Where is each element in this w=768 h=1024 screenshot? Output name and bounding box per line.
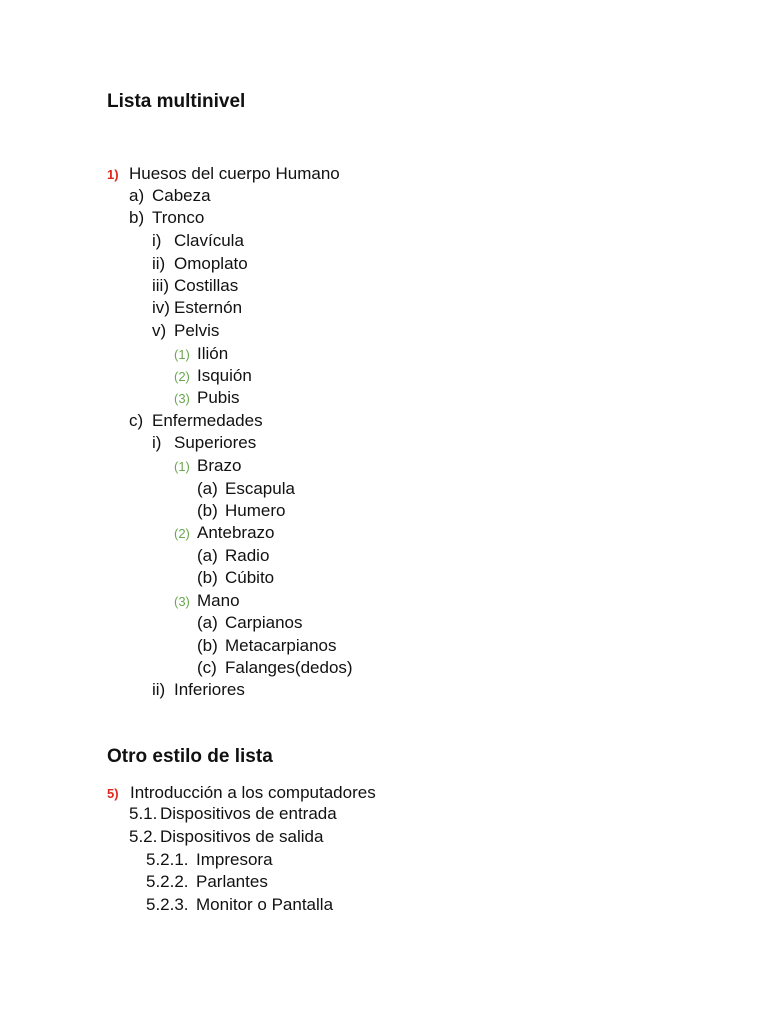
list-item-label: Falanges(dedos) [225, 658, 353, 677]
list-item-label: Escapula [225, 479, 295, 498]
section-title-otro-estilo: Otro estilo de lista [107, 746, 273, 767]
list-marker: (1) [174, 347, 190, 362]
list-marker: v) [152, 321, 167, 340]
list-item-label: Parlantes [196, 872, 268, 891]
list-item [174, 365, 252, 387]
list-item [152, 297, 242, 319]
list-item [146, 871, 268, 893]
list-item [152, 320, 219, 342]
list-item-label: Antebrazo [197, 523, 275, 542]
list-item [146, 849, 273, 871]
list-marker: (2) [174, 369, 190, 384]
list-item [174, 387, 240, 409]
list-item-label: Introducción a los computadores [130, 783, 376, 802]
list-item-label: Humero [225, 501, 286, 520]
list-item [197, 545, 269, 567]
list-item [174, 343, 228, 365]
list-marker: (b) [197, 568, 218, 587]
list-item [152, 275, 238, 297]
list-item [174, 522, 275, 544]
list-item-label: Pelvis [174, 321, 220, 340]
list-item-label: Ilión [197, 344, 229, 363]
list-item [152, 253, 248, 275]
list-item-label: Esternón [174, 298, 243, 317]
list-item [174, 455, 241, 477]
list-item [107, 782, 376, 804]
list-item-label: Impresora [196, 850, 273, 869]
list-marker: 5.1. [129, 804, 158, 823]
list-item-label: Pubis [197, 388, 240, 407]
list-marker: c) [129, 411, 144, 430]
list-marker: a) [129, 186, 145, 205]
list-marker: (b) [197, 636, 218, 655]
list-item [107, 163, 340, 185]
list-item-label: Huesos del cuerpo Humano [129, 164, 340, 183]
list-marker: 5.2.2. [146, 872, 189, 891]
list-item-label: Dispositivos de salida [160, 827, 324, 846]
list-item [129, 410, 263, 432]
list-item-label: Cúbito [225, 568, 275, 587]
list-marker: (a) [197, 613, 218, 632]
list-marker: (2) [174, 526, 190, 541]
list-item-label: Carpianos [225, 613, 303, 632]
list-item [174, 590, 240, 612]
list-item [129, 207, 204, 229]
list-marker: (3) [174, 594, 190, 609]
list-marker: (a) [197, 546, 218, 565]
list-marker: (c) [197, 658, 217, 677]
list-item [197, 478, 295, 500]
list-item [152, 432, 256, 454]
list-marker: iii) [152, 276, 169, 295]
list-marker: iv) [152, 298, 170, 317]
list-item-label: Isquión [197, 366, 252, 385]
list-marker: i) [152, 231, 162, 250]
list-item-label: Superiores [174, 433, 257, 452]
section-title-lista-multinivel: Lista multinivel [107, 91, 246, 112]
list-marker: 1) [107, 167, 119, 182]
list-item-label: Metacarpianos [225, 636, 337, 655]
list-item-label: Costillas [174, 276, 239, 295]
list-item [197, 500, 285, 522]
list-item-label: Inferiores [174, 680, 245, 699]
list-marker: i) [152, 433, 162, 452]
list-marker: ii) [152, 680, 166, 699]
list-item [129, 826, 323, 848]
list-item-label: Cabeza [152, 186, 211, 205]
list-item [129, 185, 211, 207]
list-item-label: Enfermedades [152, 411, 263, 430]
list-item [152, 230, 244, 252]
list-item-label: Radio [225, 546, 270, 565]
list-item [129, 803, 337, 825]
list-item [146, 894, 333, 916]
list-item-label: Mano [197, 591, 240, 610]
list-item-label: Dispositivos de entrada [160, 804, 337, 823]
list-item-label: Monitor o Pantalla [196, 895, 334, 914]
list-item [197, 657, 353, 679]
list-marker: 5.2.3. [146, 895, 189, 914]
list-marker: 5.2. [129, 827, 158, 846]
list-marker: (b) [197, 501, 218, 520]
list-item [197, 567, 274, 589]
list-item [197, 635, 337, 657]
list-marker: 5.2.1. [146, 850, 189, 869]
list-marker: b) [129, 208, 145, 227]
list-item [152, 679, 245, 701]
list-item [197, 612, 303, 634]
list-marker: ii) [152, 254, 166, 273]
list-marker: (a) [197, 479, 218, 498]
list-item-label: Brazo [197, 456, 242, 475]
list-marker: 5) [107, 786, 119, 801]
list-item-label: Clavícula [174, 231, 244, 250]
list-item-label: Omoplato [174, 254, 248, 273]
list-marker: (3) [174, 391, 190, 406]
list-item-label: Tronco [152, 208, 205, 227]
list-marker: (1) [174, 459, 190, 474]
